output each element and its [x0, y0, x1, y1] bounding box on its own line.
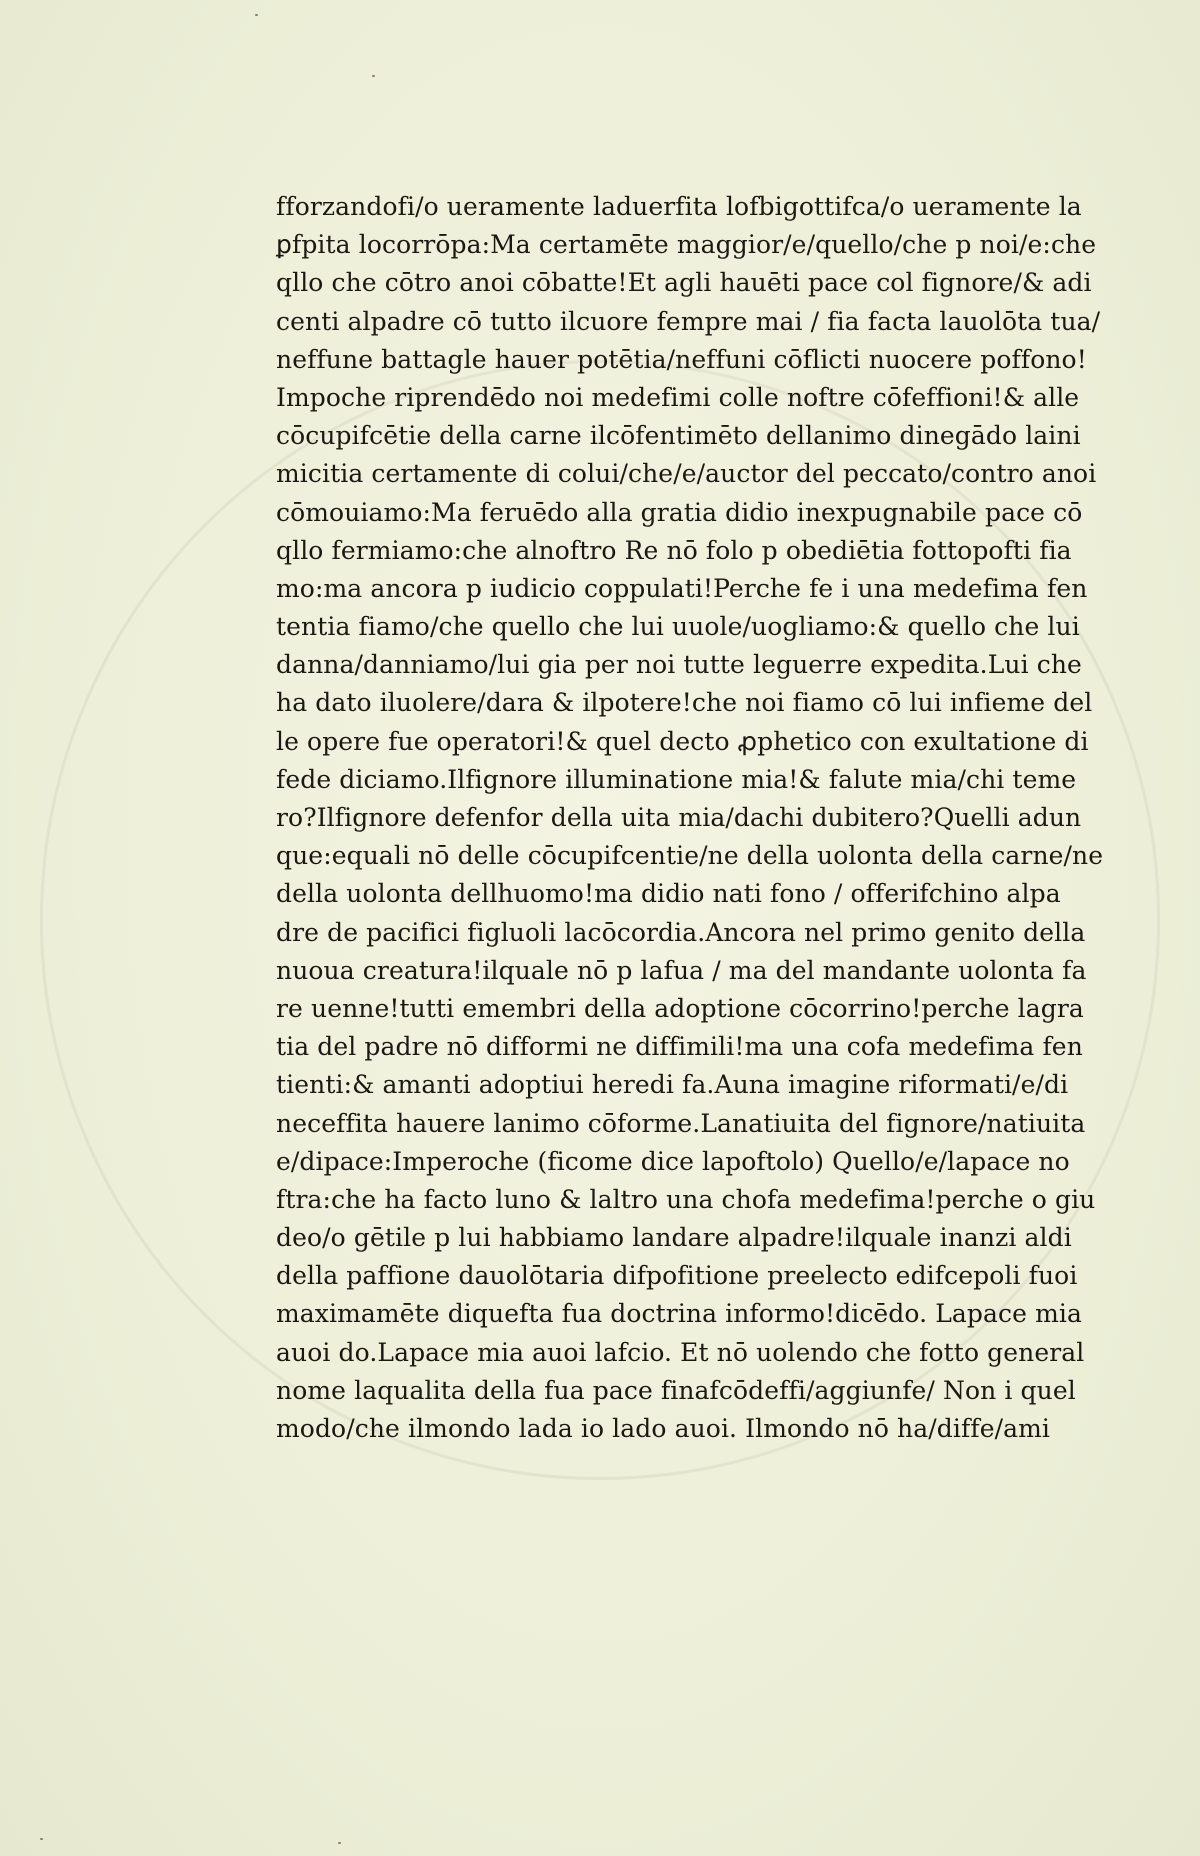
text-line: tia del padre nō difformi ne diffimili!ma una cofa medefima fen: [276, 1032, 1083, 1062]
text-block: [276, 188, 1122, 1448]
text-line: qllo fermiamo:che alnoftro Re nō folo p obediētia fottopofti fia: [276, 535, 1072, 565]
paper-speck: [338, 1842, 341, 1844]
text-line: nome laqualita della fua pace finafcōdeffi/aggiunfe/ Non i quel: [276, 1375, 1076, 1405]
text-line: cōcupifcētie della carne ilcōfentimēto dellanimo dinegādo laini: [276, 421, 1081, 451]
text-line: centi alpadre cō tutto ilcuore fempre mai / fia facta lauolōta tua/: [276, 306, 1101, 336]
text-line: nuoua creatura!ilquale nō p lafua / ma del mandante uolonta fa: [276, 955, 1087, 985]
text-line: mo:ma ancora p iudicio coppulati!Perche fe i una medefima fen: [276, 573, 1088, 603]
text-line: deo/o gētile p lui habbiamo landare alpadre!ilquale inanzi aldi: [276, 1223, 1072, 1253]
text-line: della paffione dauolōtaria difpofitione preelecto edifcepoli fuoi: [276, 1261, 1078, 1291]
text-line: della uolonta dellhuomo!ma didio nati fono / offerifchino alpa: [276, 879, 1061, 909]
text-line: neceffita hauere lanimo cōforme.Lanatiuita del fignore/natiuita: [276, 1108, 1086, 1138]
text-line: e/dipace:Imperoche (ficome dice lapoftolo) Quello/e/lapace no: [276, 1146, 1070, 1176]
text-line: ꝑfpita locorrōpa:Ma certamēte maggior/e/quello/che p noi/e:che: [276, 230, 1097, 260]
text-line: le opere fue operatori!& quel decto ꝓphetico con exultatione di: [276, 726, 1089, 756]
text-line: re uenne!tutti emembri della adoptione cōcorrino!perche lagra: [276, 993, 1084, 1023]
text-line: dre de pacifici figluoli lacōcordia.Ancora nel primo genito della: [276, 917, 1086, 947]
paper-speck: [255, 14, 258, 16]
text-line: maximamēte diquefta fua doctrina informo!dicēdo. Lapace mia: [276, 1299, 1082, 1329]
text-line: auoi do.Lapace mia auoi lafcio. Et nō uolendo che fotto general: [276, 1337, 1085, 1367]
text-line: tentia fiamo/che quello che lui uuole/uogliamo:& quello che lui: [276, 612, 1080, 642]
text-line: danna/danniamo/lui gia per noi tutte leguerre expedita.Lui che: [276, 650, 1082, 680]
text-line: fede diciamo.Ilfignore illuminatione mia!& falute mia/chi teme: [276, 764, 1077, 794]
text-line: neffune battagle hauer potētia/neffuni cōflicti nuocere poffono!: [276, 344, 1087, 374]
text-line: ha dato iluolere/dara & ilpotere!che noi fiamo cō lui infieme del: [276, 688, 1093, 718]
paper-speck: [40, 1838, 43, 1840]
text-line: ftra:che ha facto luno & laltro una chofa medefima!perche o giu: [276, 1184, 1096, 1214]
text-line: qllo che cōtro anoi cōbatte!Et agli hauēti pace col fignore/& adi: [276, 268, 1092, 298]
text-line: modo/che ilmondo lada io lado auoi. Ilmondo nō ha/diffe/ami: [276, 1414, 1051, 1443]
text-line: ro?Ilfignore defenfor della uita mia/dachi dubitero?Quelli adun: [276, 803, 1082, 832]
text-line: Impoche riprendēdo noi medefimi colle noftre cōfeffioni!& alle: [276, 382, 1080, 412]
text-line: fforzandofi/o ueramente laduerfita lofbigottifca/o ueramente la: [276, 192, 1082, 221]
text-line: micitia certamente di colui/che/e/auctor del peccato/contro anoi: [276, 459, 1097, 489]
paper-speck: [372, 75, 375, 77]
text-line: cōmouiamo:Ma feruēdo alla gratia didio inexpugnabile pace cō: [276, 497, 1083, 527]
text-line: tienti:& amanti adoptiui heredi fa.Auna imagine riformati/e/di: [276, 1070, 1069, 1100]
text-line: que:equali nō delle cōcupifcentie/ne della uolonta della carne/ne: [276, 841, 1104, 871]
